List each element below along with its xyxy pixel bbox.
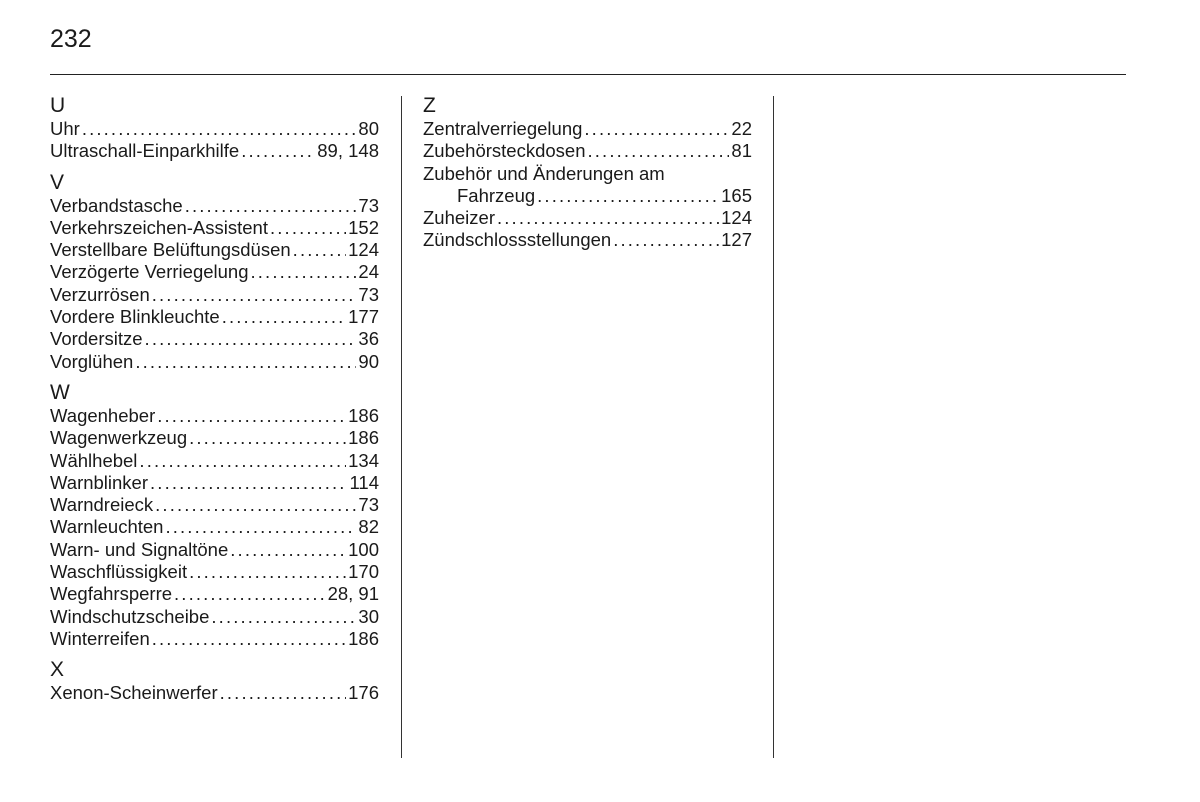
index-entry bbox=[50, 583, 379, 605]
index-term: Wagenheber bbox=[50, 404, 156, 426]
leader-dots bbox=[150, 472, 347, 494]
column-divider bbox=[401, 96, 402, 758]
leader-dots bbox=[220, 682, 347, 704]
index-term: Verzögerte Verriegelung bbox=[50, 261, 249, 283]
leader-dots bbox=[251, 261, 357, 283]
index-entry bbox=[50, 561, 379, 583]
index-section-x bbox=[50, 658, 379, 704]
index-page: 127 bbox=[721, 229, 752, 251]
index-term: Uhr bbox=[50, 118, 80, 139]
index-page: 177 bbox=[348, 306, 379, 328]
index-entry bbox=[50, 306, 379, 328]
index-page: 152 bbox=[348, 216, 379, 238]
leader-dots bbox=[185, 195, 357, 217]
leader-dots bbox=[270, 217, 346, 239]
index-term: Vorglühen bbox=[50, 350, 134, 372]
leader-dots bbox=[155, 494, 356, 516]
index-page: 73 bbox=[358, 494, 379, 516]
index-page: 176 bbox=[348, 682, 379, 704]
leader-dots bbox=[82, 118, 357, 140]
index-page: 114 bbox=[349, 471, 379, 493]
index-page: 124 bbox=[721, 207, 752, 229]
index-column-1 bbox=[50, 94, 379, 713]
index-term: Verstellbare Belüftungsdüsen bbox=[50, 239, 291, 261]
section-letter: U bbox=[50, 94, 66, 117]
index-entry-heading: Zubehör und Änderungen am bbox=[423, 162, 665, 184]
leader-dots bbox=[230, 539, 346, 561]
header-rule bbox=[50, 74, 1126, 75]
index-term: Winterreifen bbox=[50, 627, 150, 649]
index-entry bbox=[50, 261, 379, 283]
index-page: 186 bbox=[348, 627, 379, 649]
leader-dots bbox=[293, 239, 346, 261]
index-term: Warnblinker bbox=[50, 471, 149, 493]
index-term: Windschutzscheibe bbox=[50, 605, 210, 627]
index-entry bbox=[50, 284, 379, 306]
page-number: 232 bbox=[50, 25, 92, 53]
index-entry bbox=[50, 472, 379, 494]
leader-dots bbox=[157, 405, 346, 427]
index-page: 124 bbox=[348, 239, 379, 261]
leader-dots bbox=[497, 207, 719, 229]
index-entry bbox=[50, 628, 379, 650]
index-entry bbox=[50, 606, 379, 628]
index-term: Zündschlossstellungen bbox=[423, 229, 612, 251]
index-section-v bbox=[50, 171, 379, 373]
index-page: 89, 148 bbox=[317, 140, 379, 162]
leader-dots bbox=[588, 140, 730, 162]
index-entry bbox=[50, 427, 379, 449]
index-entry bbox=[50, 195, 379, 217]
leader-dots bbox=[211, 606, 356, 628]
index-page: 100 bbox=[348, 538, 379, 560]
index-page: 134 bbox=[348, 449, 379, 471]
index-term: Fahrzeug bbox=[457, 184, 536, 206]
index-page: 90 bbox=[358, 350, 379, 372]
index-term: Ultraschall-Einparkhilfe bbox=[50, 140, 240, 162]
section-letter: X bbox=[50, 658, 65, 682]
index-page: 186 bbox=[348, 427, 379, 449]
leader-dots bbox=[174, 583, 326, 605]
index-page: 186 bbox=[348, 404, 379, 426]
index-term: Zentralverriegelung bbox=[423, 118, 583, 139]
index-entry bbox=[423, 229, 752, 251]
leader-dots bbox=[537, 185, 719, 207]
leader-dots bbox=[139, 450, 346, 472]
index-entry bbox=[50, 539, 379, 561]
index-page: 73 bbox=[358, 283, 379, 305]
column-divider bbox=[773, 96, 774, 758]
index-entry bbox=[50, 516, 379, 538]
index-section-w bbox=[50, 381, 379, 650]
section-letter: Z bbox=[423, 94, 436, 117]
leader-dots bbox=[152, 628, 346, 650]
leader-dots bbox=[189, 561, 346, 583]
index-page: 36 bbox=[358, 328, 379, 350]
index-term: Zuheizer bbox=[423, 207, 495, 229]
index-entry bbox=[50, 494, 379, 516]
index-entry bbox=[50, 239, 379, 261]
index-column-2 bbox=[423, 94, 752, 260]
leader-dots bbox=[222, 306, 346, 328]
index-section-u bbox=[50, 94, 379, 163]
index-page: 73 bbox=[358, 194, 379, 216]
index-term: Verzurrösen bbox=[50, 283, 150, 305]
index-entry bbox=[423, 118, 752, 140]
index-term: Verbandstasche bbox=[50, 194, 183, 216]
index-term: Vordersitze bbox=[50, 328, 143, 350]
leader-dots bbox=[145, 328, 357, 350]
index-term: Waschflüssigkeit bbox=[50, 561, 188, 583]
leader-dots bbox=[135, 351, 356, 373]
index-section-z bbox=[423, 94, 752, 252]
index-term: Warndreieck bbox=[50, 494, 154, 516]
section-letter: V bbox=[50, 170, 65, 194]
index-entry bbox=[50, 450, 379, 472]
section-letter: W bbox=[50, 380, 70, 404]
index-entry bbox=[423, 140, 752, 162]
index-page: 80 bbox=[358, 118, 379, 139]
index-entry bbox=[423, 207, 752, 229]
index-entry bbox=[50, 351, 379, 373]
index-term: Verkehrszeichen-Assistent bbox=[50, 216, 268, 238]
leader-dots bbox=[584, 118, 729, 140]
index-term: Wählhebel bbox=[50, 449, 138, 471]
index-term: Warnleuchten bbox=[50, 516, 164, 538]
index-term: Xenon-Scheinwerfer bbox=[50, 682, 218, 704]
index-entry bbox=[50, 328, 379, 350]
index-entry-continuation bbox=[423, 185, 752, 207]
index-page: 82 bbox=[358, 516, 379, 538]
index-term: Warn- und Signaltöne bbox=[50, 538, 229, 560]
leader-dots bbox=[152, 284, 357, 306]
leader-dots bbox=[189, 427, 346, 449]
index-entry bbox=[50, 405, 379, 427]
leader-dots bbox=[241, 140, 315, 162]
index-term: Zubehörsteckdosen bbox=[423, 140, 586, 162]
leader-dots bbox=[165, 516, 356, 538]
index-page: 30 bbox=[358, 605, 379, 627]
index-page: 170 bbox=[348, 561, 379, 583]
index-page: 81 bbox=[731, 140, 752, 162]
index-term: Vordere Blinkleuchte bbox=[50, 306, 220, 328]
index-term: Wagenwerkzeug bbox=[50, 427, 188, 449]
index-entry bbox=[50, 118, 379, 140]
index-term: Wegfahrsperre bbox=[50, 583, 173, 605]
index-page: 22 bbox=[731, 118, 752, 139]
index-entry bbox=[50, 217, 379, 239]
leader-dots bbox=[613, 229, 719, 251]
index-page: 24 bbox=[358, 261, 379, 283]
index-page: 28, 91 bbox=[327, 583, 379, 605]
index-page: 165 bbox=[721, 184, 752, 206]
index-entry bbox=[50, 140, 379, 162]
index-entry bbox=[50, 682, 379, 704]
